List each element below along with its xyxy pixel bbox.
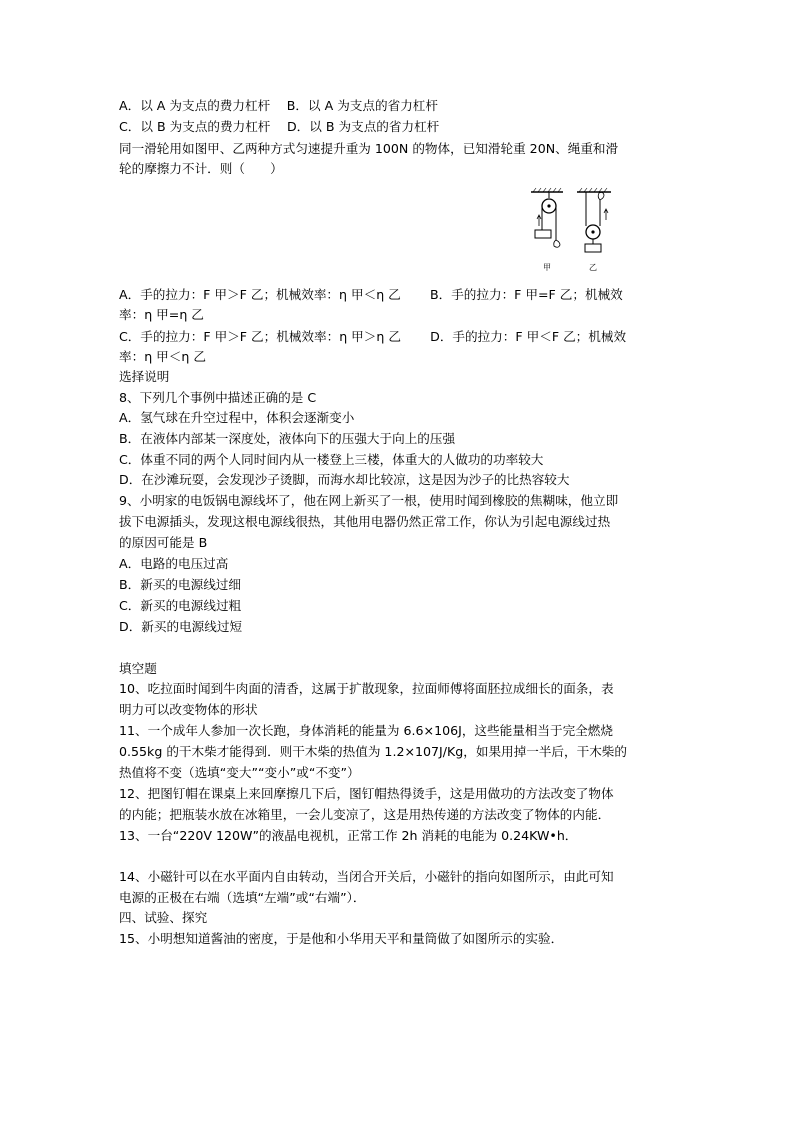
section-heading: 填空题 (119, 661, 157, 676)
question-14: 14、小磁针可以在水平面内自由转动，当闭合开关后，小磁针的指向如图所示，由此可知 (119, 869, 614, 884)
text-line: 轮的摩擦力不计．则（ ） (119, 161, 283, 176)
text-line: 率：η 甲=η 乙 (119, 307, 204, 322)
text-line: 同一滑轮用如图甲、乙两种方式匀速提升重为 100N 的物体，已知滑轮重 20N、绳重和滑 (119, 141, 619, 156)
text-line: C．以 B 为支点的费力杠杆 D．以 B 为支点的省力杠杆 (119, 119, 440, 134)
question-11: 11、一个成年人参加一次长跑，身体消耗的能量为 6.6×106J，这些能量相当于完全燃烧 (119, 723, 613, 738)
question-8: 8、下列几个事例中描述正确的是 C (119, 390, 317, 405)
text-line: A．手的拉力：F 甲＞F 乙；机械效率：η 甲＜η 乙 B．手的拉力：F 甲=F 乙；机械效 (119, 287, 623, 302)
question-15: 15、小明想知道酱油的密度，于是他和小华用天平和量筒做了如图所示的实验． (119, 931, 564, 946)
text-line: D．在沙滩玩耍，会发现沙子烫脚，而海水却比较凉，这是因为沙子的比热容较大 (119, 472, 570, 487)
text-line: C．体重不同的两个人同时间内从一楼登上三楼，体重大的人做功的功率较大 (119, 452, 544, 467)
text-line: 拔下电源插头，发现这根电源线很热，其他用电器仍然正常工作，你认为引起电源线过热 (119, 514, 611, 529)
text-line: 的原因可能是 B (119, 535, 208, 550)
figure-label-jia: 甲 (543, 263, 551, 272)
question-13: 13、一台“220V 120W”的液晶电视机，正常工作 2h 消耗的电能为 0.24KW•h． (119, 828, 578, 843)
text-line: D．新买的电源线过短 (119, 619, 243, 634)
section-heading: 四、试验、探究 (119, 910, 208, 925)
text-line: A．氢气球在升空过程中，体积会逐渐变小 (119, 410, 355, 425)
question-12: 12、把图钉帽在课桌上来回摩擦几下后，图钉帽热得烫手，这是用做功的方法改变了物体 (119, 786, 614, 801)
text-line: C．新买的电源线过粗 (119, 598, 242, 613)
text-line: 率：η 甲＜η 乙 (119, 349, 206, 364)
text-line: 电源的正极在右端（选填“左端”或“右端”）． (119, 890, 366, 905)
text-line: C．手的拉力：F 甲＞F 乙；机械效率：η 甲＞η 乙 D．手的拉力：F 甲＜F 乙；机械效 (119, 329, 627, 344)
text-line: 热值将不变（选填“变大”“变小”或“不变”） (119, 765, 360, 780)
text-line: 0.55kg 的干木柴才能得到．则干木柴的热值为 1.2×107J/Kg，如果用掉一半后，干木柴的 (119, 744, 627, 759)
question-9: 9、小明家的电饭锅电源线坏了，他在网上新买了一根，使用时闻到橡胶的焦糊味，他立即 (119, 493, 619, 508)
text-line: 的内能；把瓶装水放在冰箱里，一会儿变凉了，这是用热传递的方法改变了物体的内能． (119, 807, 611, 822)
question-10: 10、吃拉面时闻到牛肉面的清香，这属于扩散现象，拉面师傅将面胚拉成细长的面条，表 (119, 681, 614, 696)
pulley-figure (527, 186, 617, 276)
text-line: A．以 A 为支点的费力杠杆 B．以 A 为支点的省力杠杆 (119, 98, 438, 113)
text-line: B．新买的电源线过细 (119, 577, 241, 592)
figure-label-yi: 乙 (589, 263, 597, 272)
text-line: B．在液体内部某一深度处，液体向下的压强大于向上的压强 (119, 431, 456, 446)
text-line: A．电路的电压过高 (119, 556, 229, 571)
text-line: 明力可以改变物体的形状 (119, 702, 258, 717)
section-heading: 选择说明 (119, 369, 170, 384)
